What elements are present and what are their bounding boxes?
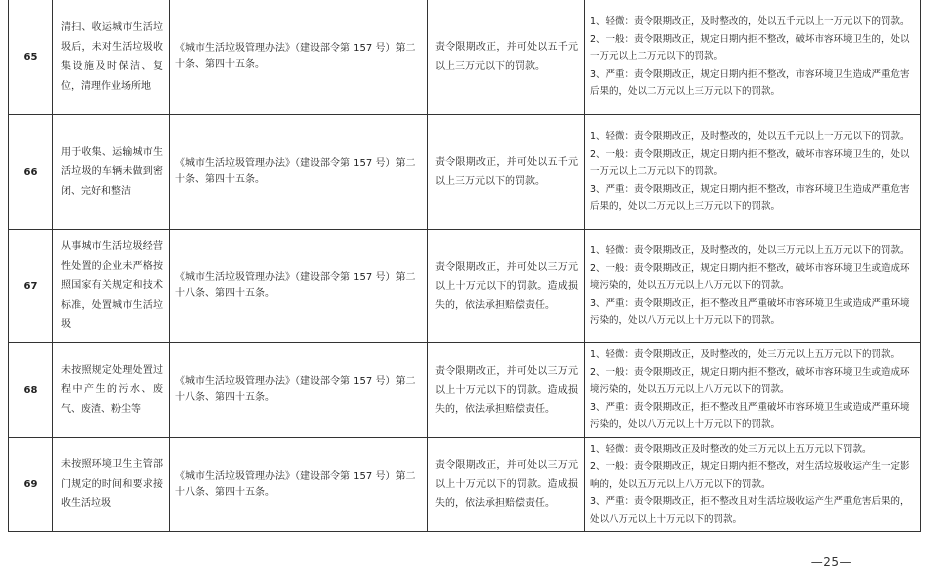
discretion-tiers [585,230,921,343]
table-row [9,0,921,115]
tier-general: 2、一般：责令限期改正，规定日期内拒不整改，破坏市容环境卫生或造成环境污染的，处以五万元以上八万元以下的罚款。 [590,262,910,292]
tier-serious: 3、严重：责令限期改正，拒不整改且严重破坏市容环境卫生或造成严重环境污染的，处以八万元以上十万元以下的罚款。 [590,297,910,327]
row-number: 69 [9,438,53,532]
penalty-provision: 责令限期改正，并可处以三万元以上十万元以下的罚款。造成损失的，依法承担赔偿责任。 [428,230,585,343]
penalty-provision: 责令限期改正，并可处以五千元以上三万元以下的罚款。 [428,115,585,230]
tier-serious: 3、严重：责令限期改正，规定日期内拒不整改，市容环境卫生造成严重危害后果的，处以二万元以上三万元以下的罚款。 [590,68,910,98]
violation-description: 未按照环境卫生主管部门规定的时间和要求接收生活垃圾 [53,438,170,532]
legal-basis: 《城市生活垃圾管理办法》（建设部令第 157 号）第二十条、第四十五条。 [170,115,428,230]
tier-general: 2、一般：责令限期改正，规定日期内拒不整改，对生活垃圾收运产生一定影响的，处以五万元以上八万元以下的罚款。 [590,461,910,490]
violation-description: 清扫、收运城市生活垃圾后，未对生活垃圾收集设施及时保洁、复位，清理作业场所地 [53,0,170,115]
tier-serious: 3、严重：责令限期改正，拒不整改且对生活垃圾收运产生严重危害后果的，处以八万元以上十万元以下的罚款。 [590,496,910,525]
row-number: 68 [9,343,53,438]
tier-serious: 3、严重：责令限期改正，规定日期内拒不整改，市容环境卫生造成严重危害后果的，处以二万元以上三万元以下的罚款。 [590,183,910,213]
tier-minor: 1、轻微：责令限期改正，及时整改的，处三万元以上五万元以下的罚款。 [590,349,901,361]
discretion-tiers [585,0,921,115]
violation-description: 用于收集、运输城市生活垃圾的车辆未做到密闭、完好和整洁 [53,115,170,230]
tier-minor: 1、轻微：责令限期改正及时整改的处三万元以上五万元以下罚款。 [590,443,872,455]
penalty-provision: 责令限期改正，并可处以三万元以上十万元以下的罚款。造成损失的，依法承担赔偿责任。 [428,343,585,438]
legal-basis: 《城市生活垃圾管理办法》（建设部令第 157 号）第二十八条、第四十五条。 [170,438,428,532]
tier-serious: 3、严重：责令限期改正，拒不整改且严重破坏市容环境卫生或造成严重环境污染的，处以八万元以上十万元以下的罚款。 [590,401,910,431]
row-number: 65 [9,0,53,115]
tier-minor: 1、轻微：责令限期改正，及时整改的，处以五千元以上一万元以下的罚款。 [590,16,910,28]
tier-general: 2、一般：责令限期改正，规定日期内拒不整改，破坏市容环境卫生或造成环境污染的，处以五万元以上八万元以下的罚款。 [590,366,910,396]
violation-description: 未按照规定处理处置过程中产生的污水、废气、废渣、粉尘等 [53,343,170,438]
table-row [9,230,921,343]
legal-basis: 《城市生活垃圾管理办法》（建设部令第 157 号）第二十条、第四十五条。 [170,0,428,115]
tier-general: 2、一般：责令限期改正，规定日期内拒不整改，破坏市容环境卫生的，处以一万元以上二万元以下的罚款。 [590,148,910,178]
discretion-tiers [585,438,921,532]
legal-basis: 《城市生活垃圾管理办法》（建设部令第 157 号）第二十八条、第四十五条。 [170,343,428,438]
row-number: 67 [9,230,53,343]
penalty-table [8,0,921,532]
discretion-tiers [585,115,921,230]
table-row [9,343,921,438]
penalty-provision: 责令限期改正，并可处以三万元以上十万元以下的罚款。造成损失的，依法承担赔偿责任。 [428,438,585,532]
violation-description: 从事城市生活垃圾经营性处置的企业未严格按照国家有关规定和技术标准，处置城市生活垃圾 [53,230,170,343]
tier-minor: 1、轻微：责令限期改正，及时整改的，处以三万元以上五万元以下的罚款。 [590,245,910,257]
table-row [9,438,921,532]
discretion-tiers [585,343,921,438]
penalty-provision: 责令限期改正，并可处以五千元以上三万元以下的罚款。 [428,0,585,115]
legal-basis: 《城市生活垃圾管理办法》（建设部令第 157 号）第二十八条、第四十五条。 [170,230,428,343]
row-number: 66 [9,115,53,230]
tier-minor: 1、轻微：责令限期改正，及时整改的，处以五千元以上一万元以下的罚款。 [590,131,910,143]
tier-general: 2、一般：责令限期改正，规定日期内拒不整改，破坏市容环境卫生的，处以一万元以上二万元以下的罚款。 [590,33,910,63]
table-row [9,115,921,230]
page-number: —25— [810,555,852,569]
